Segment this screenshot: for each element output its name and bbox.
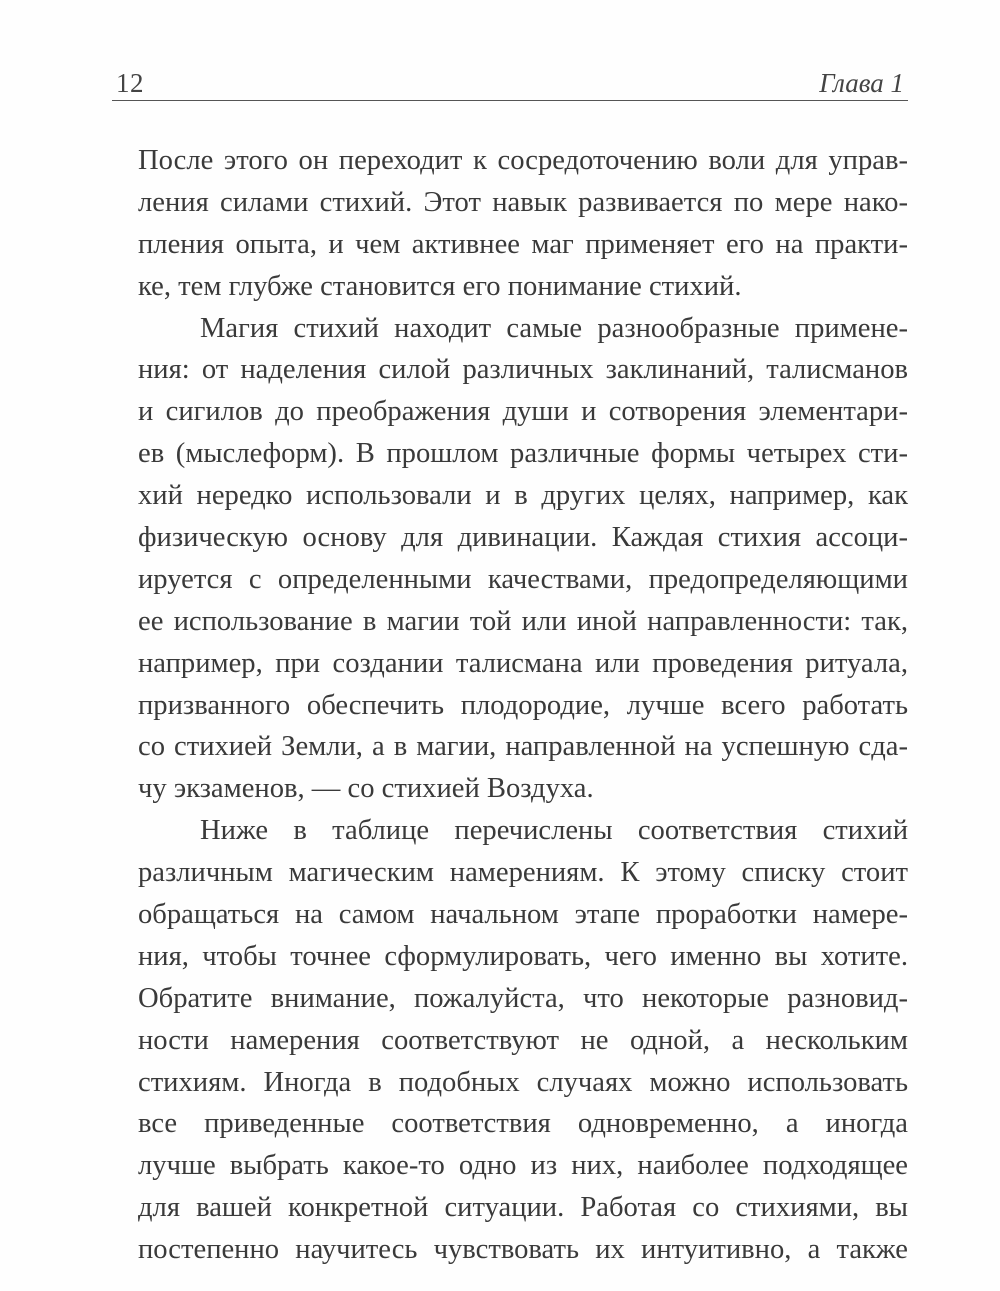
paragraph-1 bbox=[138, 140, 908, 308]
text-line: постепенно научитесь чувствовать их интуитивно, а также bbox=[138, 1234, 908, 1266]
text-line: Ниже в таблице перечислены соответствия стихий bbox=[200, 815, 908, 847]
page-number: 12 bbox=[116, 68, 144, 98]
text-line: обращаться на самом начальном этапе проработки намере- bbox=[138, 899, 908, 931]
chapter-title: Глава 1 bbox=[819, 68, 904, 98]
text-line: например, при создании талисмана или проведения ритуала, bbox=[138, 647, 908, 679]
text-line: ее использование в магии той или иной направленности: так, bbox=[138, 605, 908, 637]
text-line: различным магическим намерениям. К этому списку стоит bbox=[138, 857, 908, 889]
paragraph-2 bbox=[138, 308, 908, 811]
paragraph-3 bbox=[138, 810, 908, 1271]
text-line: и сигилов до преображения души и сотворения элементари- bbox=[138, 396, 908, 428]
text-line: ния, чтобы точнее сформулировать, чего именно вы хотите. bbox=[138, 940, 908, 972]
text-line: После этого он переходит к сосредоточению воли для управ- bbox=[138, 145, 908, 176]
text-line: ности намерения соответствуют не одной, а нескольким bbox=[138, 1024, 908, 1056]
text-line: пления опыта, и чем активнее маг применяет его на практи- bbox=[138, 228, 908, 260]
text-line: все приведенные соответствия одновременно, а иногда bbox=[138, 1108, 908, 1140]
text-line: ке, тем глубже становится его понимание стихий. bbox=[138, 270, 742, 302]
text-line: ируется с определенными качествами, предопределяющими bbox=[138, 563, 908, 595]
text-line: для вашей конкретной ситуации. Работая со стихиями, вы bbox=[138, 1192, 908, 1224]
text-line: хий нередко использовали и в других целях, например, как bbox=[138, 480, 908, 512]
text-line: ния: от наделения силой различных заклинаний, талисманов bbox=[138, 354, 908, 386]
text-line: ления силами стихий. Этот навык развивается по мере нако- bbox=[138, 186, 908, 218]
running-header bbox=[112, 64, 908, 101]
text-line: Магия стихий находит самые разнообразные примене- bbox=[200, 312, 908, 344]
text-line: со стихией Земли, а в магии, направленной на успешную сда- bbox=[138, 731, 908, 763]
body-text bbox=[138, 140, 908, 1271]
text-line: Обратите внимание, пожалуйста, что некоторые разновид- bbox=[138, 982, 908, 1014]
text-line: призванного обеспечить плодородие, лучше всего работать bbox=[138, 689, 908, 721]
text-line: физическую основу для дивинации. Каждая стихия ассоци- bbox=[138, 522, 908, 554]
text-line: чу экзаменов, — со стихией Воздуха. bbox=[138, 773, 594, 805]
text-line: ев (мыслеформ). В прошлом различные формы четырех сти- bbox=[138, 438, 908, 470]
text-line: стихиям. Иногда в подобных случаях можно использовать bbox=[138, 1066, 908, 1098]
text-line: лучше выбрать какое-то одно из них, наиболее подходящее bbox=[138, 1150, 908, 1182]
